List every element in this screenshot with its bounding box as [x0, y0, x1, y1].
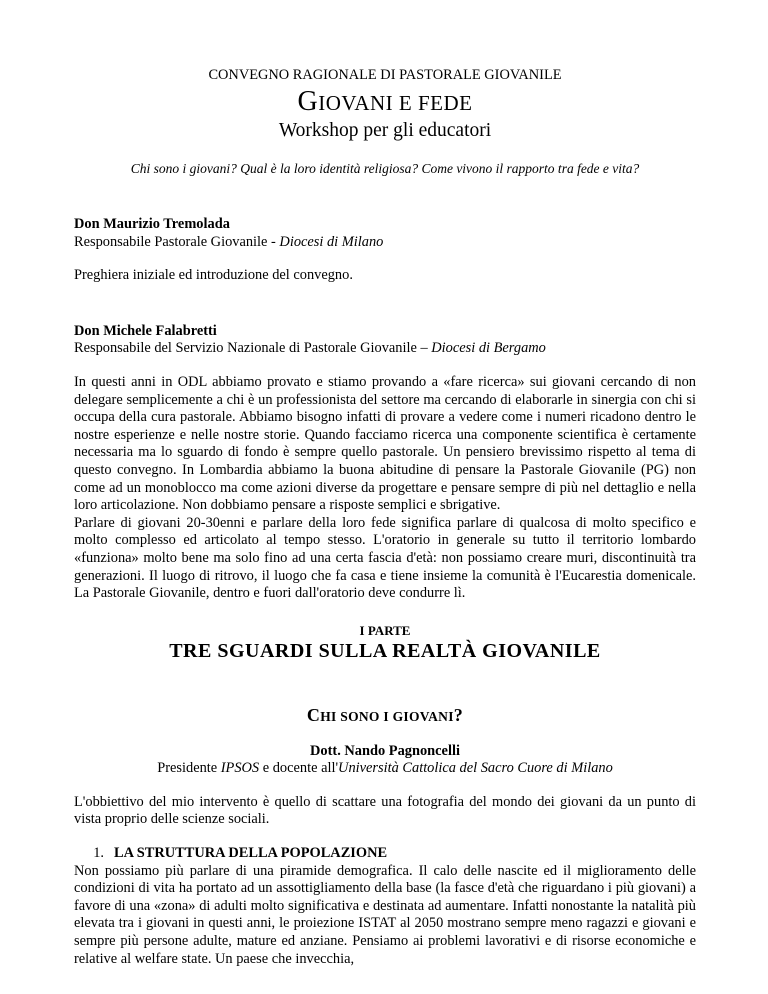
speaker1-name: Don Maurizio Tremolada [74, 216, 230, 232]
document-page [74, 56, 696, 968]
speaker2-paragraph-2: Parlare di giovani 20-30enni e parlare della loro fede significa parlare di qualcosa di molto specifico e molto complesso ed articolato al tempo stesso. L'oratorio in generale su tutto il territorio lombardo «funziona» molto bene ma solo fino ad una certa fascia d'età: non possiamo creare muri, discontinuità tra generazioni. Il luogo di ritrovo, il luogo che fa casa e tiene insieme la comunità è l'Eucarestia domenicale. La Pastorale Giovanile, dentro e fuori dall'oratorio deve condurre lì. [74, 514, 696, 602]
part-label: I PARTE [359, 622, 411, 638]
title-initial: G [297, 86, 319, 117]
section-title-rest: HI SONO I GIOVANI [320, 708, 454, 724]
speaker2-role [74, 340, 696, 358]
list-item-number: 1. [93, 845, 104, 862]
speaker-role-mid: e docente all' [259, 760, 339, 777]
part-title: TRE SGUARDI SULLA REALTÀ GIOVANILE [169, 639, 601, 662]
speaker2-paragraph-1: In questi anni in ODL abbiamo provato e stiamo provando a «fare ricerca» sui giovani cercando di non delegare semplicemente a chi è un professionista del settore ma cercando di elaborarle in sinergia con chi si occupa della cura pastorale. Abbiamo bisogno infatti di provare a vedere come i numeri ricadono dentro le nostre esperienze e nelle nostre storie. Quando facciamo ricerca una componente scientifica è certamente necessaria ma lo sguardo di fondo è sempre quello pastorale. Un pensiero brevissimo rispetto al tema di questo convegno. In Lombardia abbiamo la buona abitudine di pensare la Pastorale Giovanile (PG) non come ad un monoblocco ma come azioni diverse da progettare e pensare sempre di più nel dettaglio e nella loro articolazione. Non dobbiamo pensare a risposte semplici e sbrigative. [74, 373, 696, 514]
section-title-end: ? [453, 704, 464, 725]
document-title [74, 86, 696, 119]
speaker2-role-text: Responsabile del Servizio Nazionale di Pastorale Giovanile – [74, 340, 432, 357]
speaker-role-pre: Presidente [157, 760, 221, 777]
convegno-heading: CONVEGNO RAGIONALE DI PASTORALE GIOVANILE [208, 67, 562, 83]
speaker2-name: Don Michele Falabretti [74, 322, 217, 339]
speaker-org: IPSOS [220, 760, 260, 777]
speaker1-role [74, 234, 696, 252]
section-speaker-name: Dott. Nando Pagnoncelli [310, 742, 460, 759]
section-title [74, 703, 696, 729]
section-intro: L'obbiettivo del mio intervento è quello di scattare una fotografia del mondo dei giovani da un punto di vista proprio delle scienze sociali. [74, 793, 696, 828]
title-rest: IOVANI E FEDE [318, 91, 473, 115]
section-speaker-role [74, 760, 696, 778]
speaker-university: Università Cattolica del Sacro Cuore di Milano [338, 760, 613, 777]
list-item [74, 845, 696, 863]
section-title-initial: C [306, 704, 321, 725]
speaker1-text: Preghiera iniziale ed introduzione del convegno. [74, 267, 353, 284]
guiding-questions: Chi sono i giovani? Qual è la loro identità religiosa? Come vivono il rapporto tra fede e vita? [130, 161, 640, 176]
speaker1-role-text: Responsabile Pastorale Giovanile - [74, 233, 280, 250]
document-subtitle: Workshop per gli educatori [278, 120, 492, 141]
speaker1-diocese: Diocesi di Milano [279, 233, 384, 250]
list-item-title: LA STRUTTURA DELLA POPOLAZIONE [114, 845, 388, 862]
speaker2-diocese: Diocesi di Bergamo [431, 340, 546, 357]
list-item-text: Non possiamo più parlare di una piramide demografica. Il calo delle nascite ed il miglioramento delle condizioni di vita ha portato ad un assottigliamento della base (la fasce d'età che riguardano i più giovani) a favore di una «zona» di adulti molto significativa e destinata ad aumentare. Infatti nonostante la natalità più elevata tra i giovani in questi anni, le proiezione ISTAT al 2050 mostrano sempre meno ragazzi e giovani e sempre più persone adulte, mature ed anziane. Pensiamo ai problemi lavorativi e di risorse economiche e relative al welfare state. Un paese che invecchia, [74, 862, 696, 967]
